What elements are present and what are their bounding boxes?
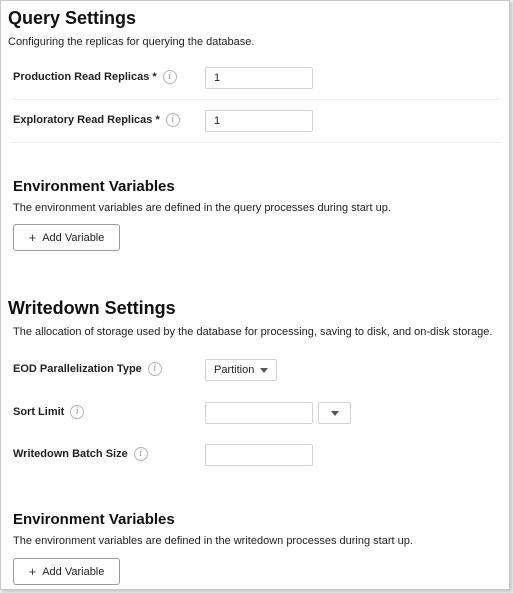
query-add-variable-label: Add Variable [42,231,105,244]
query-env-description: The environment variables are defined in the query processes during start up. [13,202,391,214]
writedown-settings-description: The allocation of storage used by the database for processing, saving to disk, and on-disk storage. [13,326,493,338]
exploratory-replicas-label-text: Exploratory Read Replicas * [13,114,160,126]
info-icon[interactable]: i [163,70,177,84]
sort-limit-dropdown[interactable] [318,402,351,424]
eod-parallelization-label-text: EOD Parallelization Type [13,363,142,375]
divider [11,142,501,143]
caret-down-icon [331,411,339,416]
divider [11,99,501,100]
eod-parallelization-select[interactable] [205,359,277,381]
production-replicas-label-text: Production Read Replicas * [13,71,157,83]
eod-parallelization-label [13,362,162,376]
writedown-batch-size-label-text: Writedown Batch Size [13,448,128,460]
production-replicas-label [13,70,177,84]
info-icon[interactable]: i [70,405,84,419]
exploratory-replicas-input[interactable] [205,110,313,132]
eod-parallelization-value: Partition [214,364,255,376]
sort-limit-label-text: Sort Limit [13,406,65,418]
sort-limit-input[interactable] [205,402,313,424]
exploratory-replicas-label [13,113,180,127]
writedown-batch-size-label [13,447,148,461]
writedown-settings-title: Writedown Settings [8,298,176,318]
plus-icon: + [28,564,37,579]
production-replicas-input[interactable] [205,67,313,89]
plus-icon: + [28,230,37,245]
info-icon[interactable]: i [166,113,180,127]
query-env-title: Environment Variables [13,178,175,195]
info-icon[interactable]: i [134,447,148,461]
query-settings-description: Configuring the replicas for querying the database. [8,36,255,48]
query-settings-title: Query Settings [8,8,137,28]
info-icon[interactable]: i [148,362,162,376]
caret-down-icon [260,368,268,373]
writedown-add-variable-label: Add Variable [42,565,105,578]
sort-limit-label [13,405,84,419]
query-add-variable-button[interactable] [13,224,120,251]
writedown-env-title: Environment Variables [13,511,175,528]
writedown-add-variable-button[interactable] [13,558,120,585]
writedown-batch-size-input[interactable] [205,444,313,466]
writedown-env-description: The environment variables are defined in the writedown processes during start up. [13,535,413,547]
